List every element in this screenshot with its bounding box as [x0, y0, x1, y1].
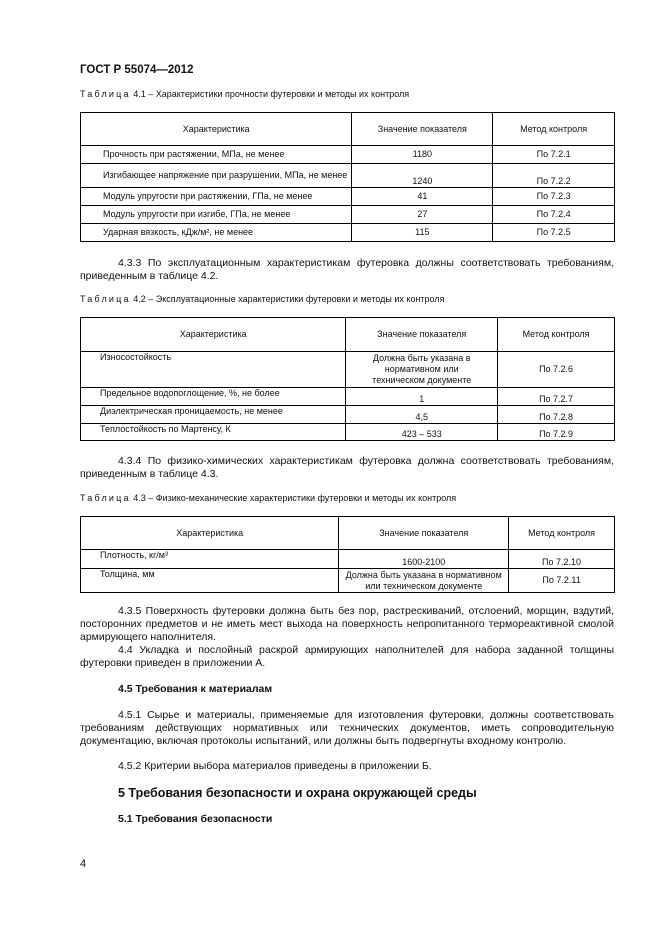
header-method: Метод контроля	[493, 113, 615, 146]
table-4-3	[80, 516, 615, 593]
cell-characteristic: Прочность при растяжении, МПа, не менее	[81, 146, 352, 164]
cell-method: По 7.2.11	[509, 569, 615, 593]
header-characteristic: Характеристика	[81, 113, 352, 146]
caption-text: 4.3 – Физико-механические характеристики футеровки и методы их контроля	[133, 493, 457, 503]
page-number: 4	[80, 858, 87, 870]
table-row	[81, 550, 615, 569]
cell-characteristic: Плотность, кг/м³	[81, 550, 339, 569]
table-header-row	[81, 113, 615, 146]
caption-label: Таблица	[80, 493, 131, 503]
paragraph-4-3-3: 4.3.3 По эксплуатационным характеристикам футеровка должны соответствовать требованиям, приведенным в таблице 4.2.	[80, 257, 614, 282]
cell-value: 423 – 533	[346, 424, 498, 441]
table-caption-4-1	[80, 89, 409, 99]
table-caption-4-3	[80, 493, 456, 503]
paragraph-4-4: 4.4 Укладка и послойный раскрой армирующих наполнителей для набора заданной толщины футеровки приведен в приложении А.	[80, 644, 614, 669]
cell-method: По 7.2.6	[498, 352, 615, 388]
cell-value: 1240	[352, 164, 493, 188]
cell-method: По 7.2.1	[493, 146, 615, 164]
cell-characteristic: Теплостойкость по Мартенсу, К	[81, 424, 346, 441]
cell-characteristic: Модуль упругости при растяжении, ГПа, не менее	[81, 188, 352, 206]
cell-method: По 7.2.4	[493, 206, 615, 224]
table-row	[81, 164, 615, 188]
cell-value: 1	[346, 388, 498, 406]
table-header-row	[81, 517, 615, 550]
header-method: Метод контроля	[509, 517, 615, 550]
table-4-2	[80, 317, 615, 441]
cell-characteristic: Диэлектрическая проницаемость, не менее	[81, 406, 346, 424]
document-id: ГОСТ Р 55074—2012	[80, 64, 194, 76]
header-value: Значение показателя	[339, 517, 509, 550]
paragraph-4-3-5: 4.3.5 Поверхность футеровки должна быть без пор, растрескиваний, отслоений, морщин, вздутий, посторонних предметов и не иметь мест выхода на поверхность непропитанного термореактивной смолой армирующего наполнителя.	[80, 605, 614, 643]
cell-value: 27	[352, 206, 493, 224]
cell-value: 4,5	[346, 406, 498, 424]
cell-method: По 7.2.8	[498, 406, 615, 424]
cell-value: Должна быть указана в нормативном или техническом документе	[339, 569, 509, 593]
table-row	[81, 569, 615, 593]
cell-value: 115	[352, 224, 493, 242]
cell-characteristic: Изгибающее напряжение при разрушении, МПа, не менее	[81, 164, 352, 188]
caption-text: 4.1 – Характеристики прочности футеровки и методы их контроля	[133, 89, 410, 99]
cell-value: 41	[352, 188, 493, 206]
cell-characteristic: Износостойкость	[81, 352, 346, 388]
table-row	[81, 406, 615, 424]
cell-method: По 7.2.5	[493, 224, 615, 242]
caption-label: Таблица	[80, 294, 131, 304]
cell-value: 1180	[352, 146, 493, 164]
header-characteristic: Характеристика	[81, 517, 339, 550]
table-header-row	[81, 318, 615, 352]
cell-characteristic: Модуль упругости при изгибе, ГПа, не менее	[81, 206, 352, 224]
header-characteristic: Характеристика	[81, 318, 346, 352]
cell-method: По 7.2.9	[498, 424, 615, 441]
paragraph-4-5-2: 4.5.2 Критерии выбора материалов приведены в приложении Б.	[118, 760, 432, 772]
cell-characteristic: Толщина, мм	[81, 569, 339, 593]
table-row	[81, 146, 615, 164]
table-row	[81, 424, 615, 441]
section-heading-4-5: 4.5 Требования к материалам	[118, 683, 273, 695]
paragraph-4-5-1: 4.5.1 Сырье и материалы, применяемые для изготовления футеровки, должны соответствовать требованиям действующих нормативных или технических документов, иметь сопроводительную документацию, включая протоколы испытаний, или должны быть подвергнуты входному контролю.	[80, 709, 614, 747]
cell-characteristic: Ударная вязкость, кДж/м², не менее	[81, 224, 352, 242]
cell-method: По 7.2.7	[498, 388, 615, 406]
table-caption-4-2	[80, 294, 445, 304]
table-row	[81, 352, 615, 388]
table-4-1	[80, 112, 615, 242]
caption-text: 4.2 – Эксплуатационные характеристики футеровки и методы их контроля	[133, 294, 445, 304]
cell-value: 1600-2100	[339, 550, 509, 569]
caption-label: Таблица	[80, 89, 131, 99]
section-heading-5-1: 5.1 Требования безопасности	[118, 813, 273, 825]
header-value: Значение показателя	[352, 113, 493, 146]
table-row	[81, 388, 615, 406]
header-method: Метод контроля	[498, 318, 615, 352]
section-heading-5: 5 Требования безопасности и охрана окружающей среды	[118, 786, 477, 800]
table-row	[81, 188, 615, 206]
cell-method: По 7.2.2	[493, 164, 615, 188]
cell-value: Должна быть указана в нормативном или техническом документе	[346, 352, 498, 388]
cell-characteristic: Предельное водопоглощение, %, не более	[81, 388, 346, 406]
cell-method: По 7.2.10	[509, 550, 615, 569]
header-value: Значение показателя	[346, 318, 498, 352]
table-row	[81, 224, 615, 242]
paragraph-4-3-4: 4.3.4 По физико-химических характеристикам футеровка должна соответствовать требованиям, приведенным в таблице 4.3.	[80, 455, 614, 480]
cell-method: По 7.2.3	[493, 188, 615, 206]
table-row	[81, 206, 615, 224]
